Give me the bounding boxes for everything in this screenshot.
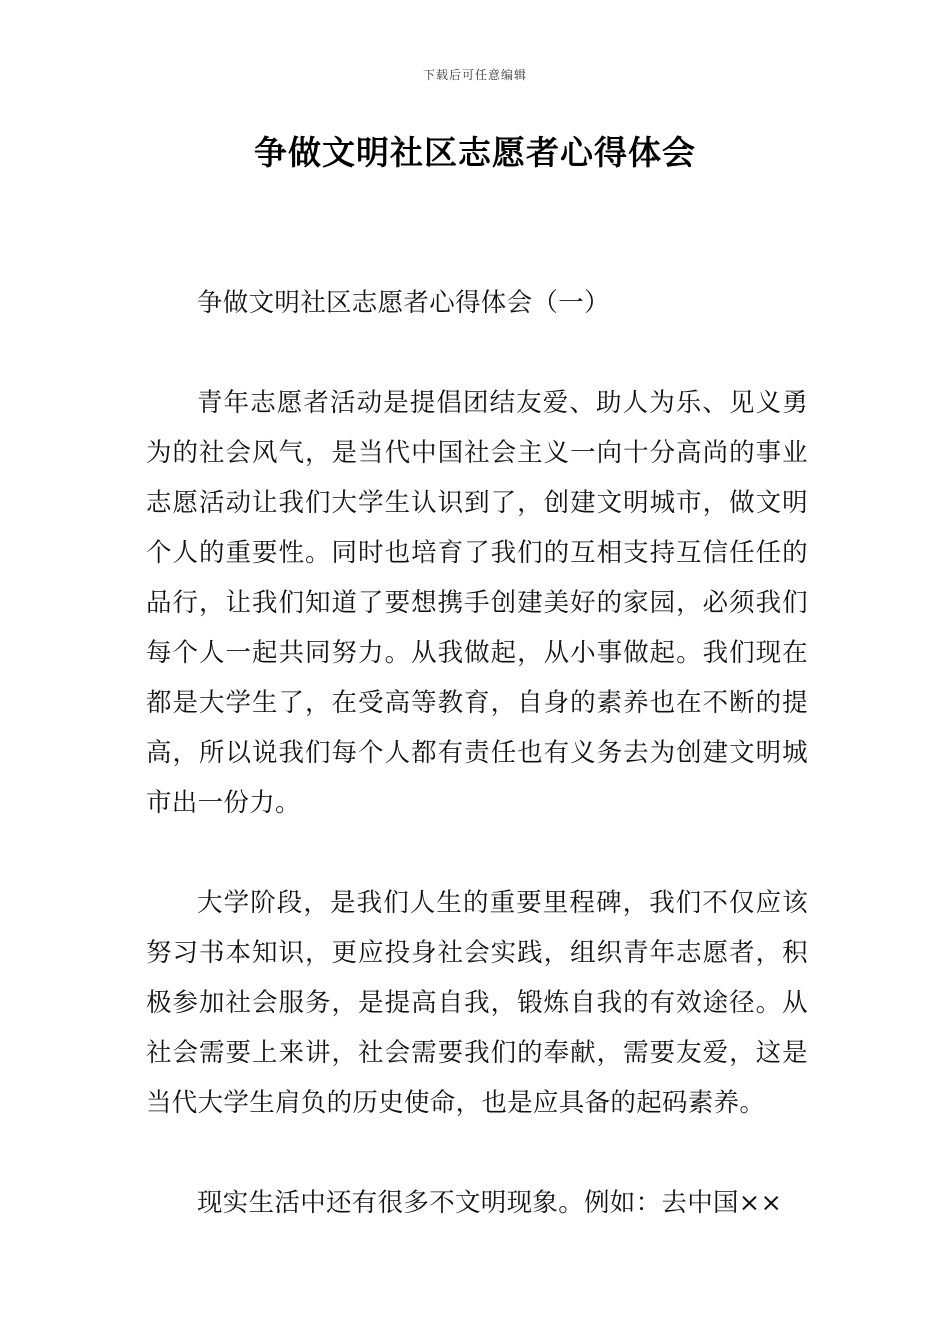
paragraph-3: 现实生活中还有很多不文明现象。例如：去中国×× [197,1188,783,1218]
document-title: 争做文明社区志愿者心得体会 [254,133,696,172]
document-body [146,278,808,1228]
header-note: 下载后可任意编辑 [422,68,527,82]
paragraph-1: 青年志愿者活动是提倡团结友爱、助人为乐、见义勇为的社会风气，是当代中国社会主义一向十分高尚的事业志愿活动让我们大学生认识到了，创建文明城市，做文明个人的重要性。同时也培育了我们的互相支持互信任任的品行，让我们知道了要想携手创建美好的家园，必须我们每个人一起共同努力。从我做起，从小事做起。我们现在都是大学生了，在受高等教育，自身的素养也在不断的提高，所以说我们每个人都有责任也有义务去为创建文明城市出一份力。 [146,388,808,818]
paragraph-2: 大学阶段，是我们人生的重要里程碑，我们不仅应该努习书本知识，更应投身社会实践，组织青年志愿者，积极参加社会服务，是提高自我，锻炼自我的有效途径。从社会需要上来讲，社会需要我们的奉献，需要友爱，这是当代大学生肩负的历史使命，也是应具备的起码素养。 [146,888,808,1118]
section-heading: 争做文明社区志愿者心得体会（一） [197,288,610,318]
